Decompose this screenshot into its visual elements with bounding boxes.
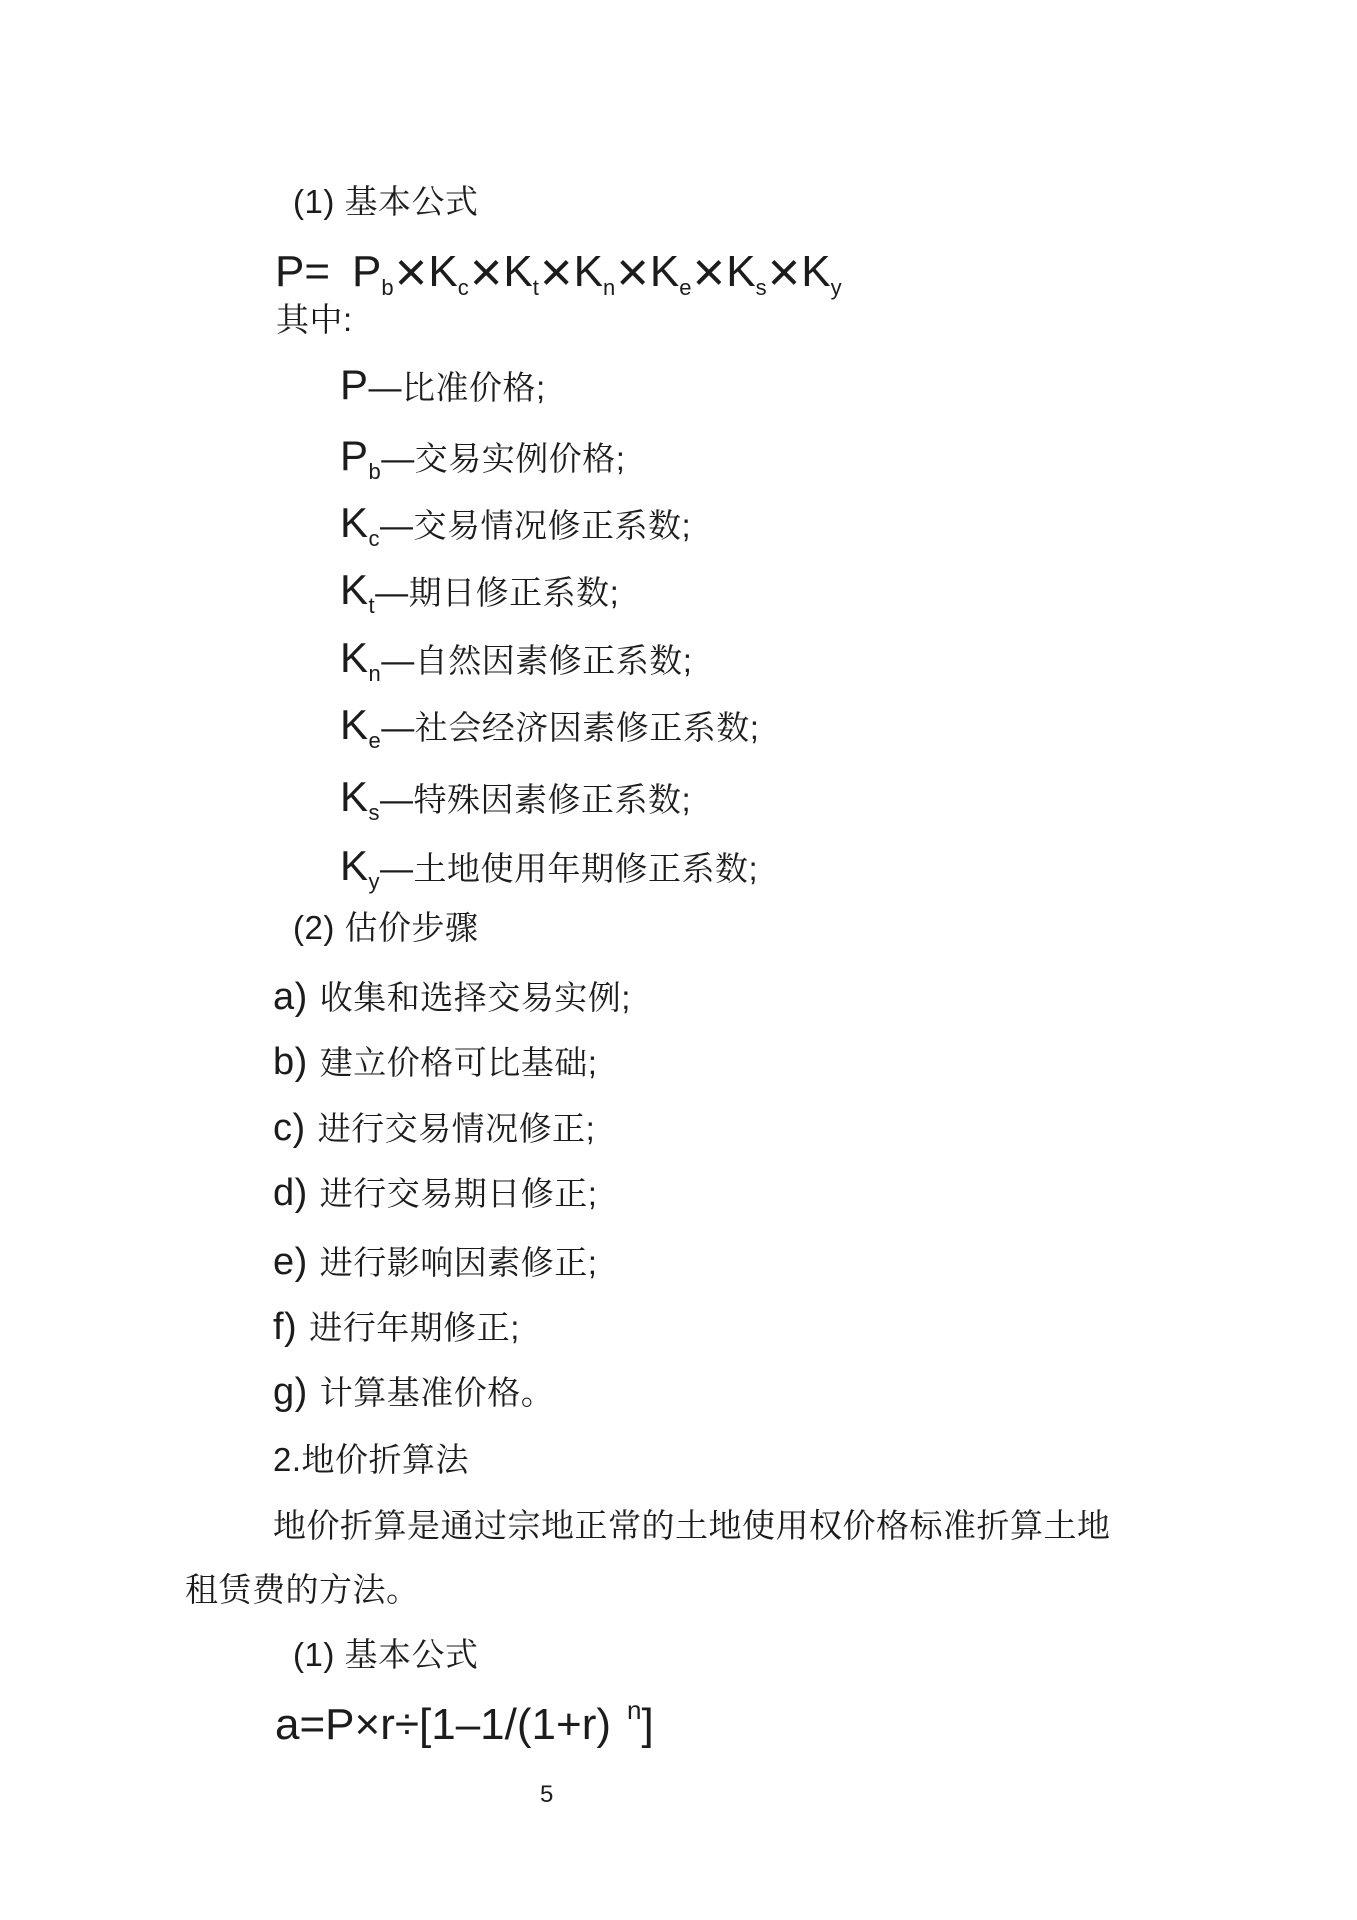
formula-term <box>503 247 539 300</box>
paragraph-line: 租赁费的方法。 <box>185 1571 420 1608</box>
definition-text: —比准价格; <box>368 369 546 406</box>
step-item <box>273 1240 597 1285</box>
formula-term <box>726 247 767 300</box>
step-label: g) <box>273 1371 308 1413</box>
section-heading-land-price-conversion: 2.地价折算法 <box>273 1441 470 1478</box>
step-item <box>273 1106 595 1151</box>
step-text: 进行交易情况修正; <box>317 1110 596 1147</box>
subscript: t <box>368 593 376 618</box>
formula-rent-conversion <box>275 1695 654 1751</box>
subscript: c <box>457 275 469 300</box>
definition-text: —自然因素修正系数; <box>381 642 693 679</box>
subscript: s <box>368 800 381 825</box>
step-label: f) <box>273 1306 298 1348</box>
subscript: b <box>381 275 394 300</box>
definition-symbol: K <box>340 566 369 613</box>
definition-text: —社会经济因素修正系数; <box>381 709 760 746</box>
where-label: 其中: <box>276 301 353 338</box>
definition-line <box>340 431 625 484</box>
section-heading-valuation-steps: (2) 估价步骤 <box>293 909 479 946</box>
term-base: K <box>428 247 458 296</box>
subscript: e <box>679 275 692 300</box>
definition-line <box>340 360 546 413</box>
multiply-sign: × <box>469 240 503 303</box>
definition-line <box>340 498 691 551</box>
step-label: b) <box>273 1041 308 1083</box>
subscript: n <box>602 275 616 300</box>
superscript: n <box>627 1695 642 1725</box>
formula-term <box>801 247 842 300</box>
subscript: t <box>532 275 539 300</box>
formula-term <box>352 247 394 300</box>
term-base: K <box>726 247 756 296</box>
subscript: s <box>755 275 767 300</box>
subscript: n <box>368 661 382 686</box>
term-base: K <box>503 247 533 296</box>
definition-text: —土地使用年期修正系数; <box>380 850 759 887</box>
subscript: e <box>368 728 382 753</box>
page-number: 5 <box>540 1781 554 1808</box>
definition-symbol: K <box>340 499 369 546</box>
section-heading-basic-formula-1: (1) 基本公式 <box>293 183 479 220</box>
definition-symbol: K <box>340 701 369 748</box>
multiply-sign: × <box>616 240 649 303</box>
definition-line <box>340 772 691 825</box>
definition-symbol: K <box>340 634 369 681</box>
step-item <box>273 1305 520 1350</box>
subscript: y <box>830 275 842 300</box>
formula-term <box>428 247 469 300</box>
step-text: 建立价格可比基础; <box>319 1044 598 1081</box>
definition-text: —特殊因素修正系数; <box>380 781 692 818</box>
paragraph-line: 地价折算是通过宗地正常的土地使用权价格标准折算土地 <box>273 1507 1111 1544</box>
step-item <box>273 1370 554 1415</box>
definition-line <box>340 841 758 894</box>
term-base: K <box>801 247 831 296</box>
definition-symbol: K <box>340 842 369 889</box>
formula-benchmark-price <box>275 240 842 303</box>
step-text: 进行年期修正; <box>309 1309 520 1346</box>
step-label: a) <box>273 976 308 1018</box>
definition-symbol: P <box>340 361 369 408</box>
definition-symbol: P <box>340 432 369 479</box>
step-text: 计算基准价格。 <box>319 1374 555 1411</box>
step-item <box>273 1040 597 1085</box>
term-base: K <box>649 247 680 296</box>
step-item <box>273 975 631 1020</box>
multiply-sign: × <box>539 240 573 303</box>
formula-close-bracket: ] <box>641 1700 654 1749</box>
term-base: P <box>352 247 382 296</box>
subscript: y <box>368 869 381 894</box>
step-label: e) <box>273 1241 308 1283</box>
definition-text: —期日修正系数; <box>375 574 620 611</box>
step-label: d) <box>273 1172 308 1214</box>
step-text: 收集和选择交易实例; <box>319 979 631 1016</box>
multiply-sign: × <box>394 240 428 303</box>
definition-line <box>340 700 759 753</box>
definition-text: —交易情况修正系数; <box>380 507 692 544</box>
definition-line <box>340 633 692 686</box>
section-heading-basic-formula-2: (1) 基本公式 <box>293 1636 479 1673</box>
multiply-sign: × <box>692 240 726 303</box>
step-label: c) <box>273 1107 306 1149</box>
step-text: 进行影响因素修正; <box>319 1244 598 1281</box>
formula-body: a=P×r÷[1–1/(1+r) <box>275 1700 611 1749</box>
formula-lhs: P= <box>275 247 331 296</box>
definition-text: —交易实例价格; <box>381 440 626 477</box>
subscript: c <box>368 526 381 551</box>
definition-symbol: K <box>340 773 369 820</box>
step-text: 进行交易期日修正; <box>319 1175 598 1212</box>
formula-term <box>649 247 692 300</box>
multiply-sign: × <box>767 240 801 303</box>
step-item <box>273 1171 597 1216</box>
definition-line <box>340 565 619 618</box>
term-base: K <box>573 247 603 296</box>
subscript: b <box>368 459 382 484</box>
formula-term <box>573 247 616 300</box>
